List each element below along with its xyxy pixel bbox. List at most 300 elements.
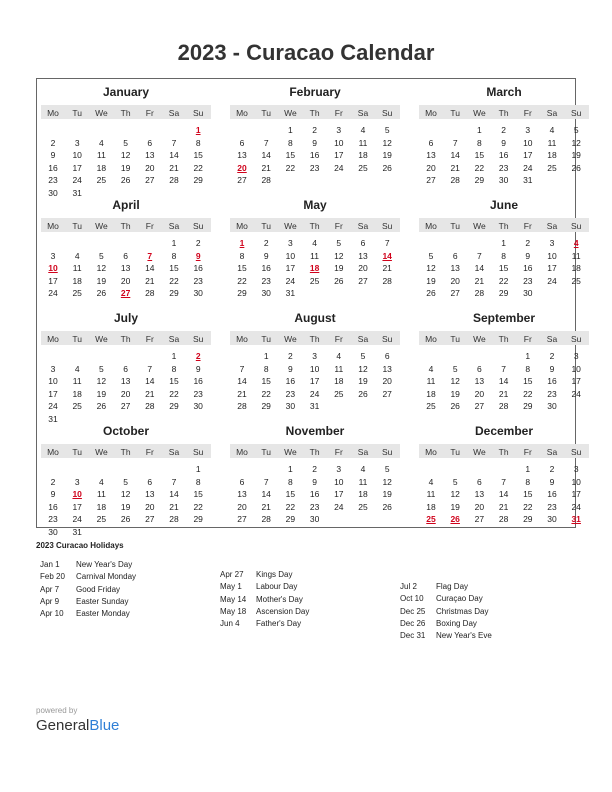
day-cell: 27	[145, 175, 155, 186]
holiday-name: Mother's Day	[256, 594, 303, 604]
day-cell: 28	[145, 288, 155, 299]
day-cell: 7	[239, 363, 245, 374]
day-cell: 10	[334, 137, 344, 148]
day-cell: 21	[261, 162, 271, 173]
weekday-label: Tu	[261, 221, 271, 231]
day-cell: 7	[263, 476, 269, 487]
weekday-label: Mo	[425, 221, 437, 231]
weekday-label: We	[473, 108, 486, 118]
day-cell: 13	[474, 376, 485, 387]
day-cell: 19	[426, 275, 436, 286]
day-cell: 18	[96, 162, 107, 173]
weekday-label: Tu	[72, 108, 82, 118]
day-cell: 18	[96, 501, 107, 512]
weekday-label: Th	[309, 221, 320, 231]
day-cell: 27	[382, 388, 392, 399]
weekday-label: We	[95, 447, 108, 457]
holiday-day-cell: 1	[195, 125, 201, 135]
day-cell: 17	[72, 501, 82, 512]
day-cell: 31	[309, 401, 320, 412]
holiday-date: Oct 10	[400, 594, 424, 604]
day-cell: 22	[523, 388, 533, 399]
day-cell: 20	[120, 275, 131, 286]
weekday-label: Sa	[357, 108, 369, 118]
weekday-label: Tu	[72, 447, 82, 457]
day-cell: 12	[334, 250, 344, 261]
weekday-label: Fr	[523, 108, 532, 118]
day-cell: 7	[501, 363, 506, 374]
holiday-name: Flag Day	[436, 582, 469, 591]
day-cell: 16	[498, 150, 509, 161]
day-cell: 26	[426, 288, 436, 299]
day-cell: 28	[169, 514, 179, 525]
day-cell: 13	[145, 150, 155, 161]
holiday-name: Labour Day	[256, 582, 298, 592]
day-cell: 23	[285, 388, 296, 399]
day-cell: 3	[50, 250, 56, 261]
day-cell: 29	[261, 401, 271, 412]
holiday-date: Feb 20	[40, 572, 65, 582]
day-cell: 21	[145, 275, 155, 286]
day-cell: 15	[193, 489, 203, 500]
weekday-label: Mo	[47, 334, 59, 344]
day-cell: 11	[547, 137, 557, 148]
day-cell: 10	[48, 376, 58, 387]
day-cell: 4	[312, 238, 317, 248]
day-cell: 2	[549, 464, 555, 474]
weekday-header	[41, 218, 211, 232]
day-cell: 13	[237, 150, 247, 161]
weekday-label: Sa	[168, 447, 180, 457]
weekday-header	[230, 105, 400, 119]
month-name: December	[474, 424, 534, 438]
day-cell: 24	[547, 275, 557, 286]
weekday-label: We	[284, 108, 297, 118]
day-cell: 10	[571, 363, 581, 374]
day-cell: 15	[193, 150, 203, 161]
day-cell: 9	[312, 476, 317, 487]
weekday-label: Sa	[168, 221, 180, 231]
weekday-header	[230, 444, 400, 458]
weekday-label: Su	[570, 334, 582, 344]
day-cell: 24	[571, 501, 581, 512]
day-cell: 5	[428, 250, 434, 261]
day-cell: 15	[169, 376, 179, 387]
day-cell: 29	[523, 514, 533, 525]
generalblue-logo[interactable]	[36, 717, 119, 734]
day-cell: 4	[360, 464, 366, 474]
weekday-label: Tu	[261, 447, 271, 457]
day-cell: 8	[195, 137, 201, 148]
holiday-day-cell: 26	[450, 514, 460, 525]
day-cell: 10	[72, 150, 82, 161]
day-cell: 17	[334, 489, 344, 500]
day-cell: 5	[336, 238, 342, 248]
day-cell: 25	[96, 175, 107, 186]
day-cell: 30	[193, 288, 203, 299]
weekday-label: Mo	[236, 334, 248, 344]
weekday-header	[41, 331, 211, 345]
day-cell: 23	[48, 175, 58, 186]
day-cell: 27	[474, 401, 485, 412]
day-cell: 20	[120, 388, 131, 399]
day-cell: 6	[123, 363, 128, 374]
day-cell: 6	[239, 137, 245, 148]
day-cell: 3	[50, 363, 56, 374]
weekday-label: Tu	[450, 334, 460, 344]
day-cell: 5	[99, 250, 104, 261]
day-cell: 15	[523, 376, 533, 387]
day-cell: 4	[549, 125, 555, 135]
day-cell: 25	[547, 162, 557, 173]
day-cell: 16	[193, 263, 203, 274]
day-cell: 1	[501, 238, 506, 248]
day-cell: 29	[169, 288, 179, 299]
day-cell: 7	[452, 137, 458, 148]
day-cell: 2	[263, 238, 269, 248]
day-cell: 11	[426, 489, 436, 500]
day-cell: 20	[450, 275, 460, 286]
month-name: February	[289, 85, 341, 99]
weekday-label: Su	[570, 221, 582, 231]
holiday-date: Jul 2	[400, 582, 417, 591]
day-cell: 14	[261, 489, 271, 500]
day-cell: 17	[48, 388, 58, 399]
weekday-label: Mo	[47, 221, 59, 231]
day-cell: 16	[523, 263, 533, 274]
day-cell: 28	[382, 275, 392, 286]
day-cell: 24	[285, 275, 296, 286]
day-cell: 24	[571, 388, 581, 399]
day-cell: 25	[96, 514, 107, 525]
day-cell: 19	[382, 489, 392, 500]
day-cell: 27	[120, 401, 131, 412]
weekday-label: Su	[192, 221, 204, 231]
day-cell: 15	[523, 489, 533, 500]
day-cell: 31	[523, 175, 533, 186]
day-cell: 15	[169, 263, 179, 274]
day-cell: 21	[169, 501, 179, 512]
day-cell: 23	[309, 501, 320, 512]
day-cell: 1	[477, 125, 482, 135]
weekday-label: Th	[120, 221, 131, 231]
day-cell: 18	[426, 501, 436, 512]
day-cell: 30	[547, 401, 557, 412]
day-cell: 22	[193, 501, 203, 512]
day-cell: 26	[120, 175, 131, 186]
weekday-label: Fr	[145, 108, 154, 118]
day-cell: 19	[120, 162, 131, 173]
weekday-header	[230, 218, 400, 232]
day-cell: 20	[382, 376, 392, 387]
logo-general: General	[36, 717, 90, 734]
weekday-label: Mo	[425, 447, 437, 457]
day-cell: 14	[145, 263, 155, 274]
day-cell: 23	[498, 162, 509, 173]
day-cell: 20	[237, 501, 247, 512]
day-cell: 23	[193, 388, 203, 399]
weekday-label: Sa	[357, 221, 369, 231]
day-cell: 26	[96, 401, 107, 412]
holiday-name: Easter Sunday	[76, 596, 129, 606]
day-cell: 3	[525, 125, 531, 135]
day-cell: 22	[285, 501, 296, 512]
calendar-grid	[36, 78, 582, 537]
holiday-date: Apr 9	[40, 596, 60, 606]
holiday-date: Dec 31	[400, 631, 426, 641]
day-cell: 2	[288, 351, 293, 361]
day-cell: 26	[382, 162, 392, 173]
day-cell: 12	[96, 263, 107, 274]
weekday-label: Sa	[546, 221, 558, 231]
day-cell: 17	[285, 263, 296, 274]
day-cell: 21	[237, 388, 247, 399]
day-cell: 7	[477, 250, 482, 261]
day-cell: 21	[261, 501, 271, 512]
month-name: October	[102, 424, 149, 438]
weekday-label: Th	[120, 447, 131, 457]
day-cell: 7	[263, 137, 269, 148]
day-cell: 6	[428, 137, 434, 148]
logo-blue: Blue	[89, 717, 120, 734]
weekday-label: Fr	[334, 334, 343, 344]
day-cell: 30	[523, 288, 533, 299]
day-cell: 11	[358, 476, 368, 487]
day-cell: 24	[309, 388, 320, 399]
day-cell: 16	[309, 150, 320, 161]
weekday-label: Fr	[523, 447, 532, 457]
day-cell: 8	[477, 137, 482, 148]
day-cell: 31	[72, 188, 82, 198]
day-cell: 29	[285, 514, 296, 525]
holiday-name: Curaçao Day	[436, 594, 483, 604]
day-cell: 28	[237, 401, 247, 412]
month-name: March	[486, 85, 522, 99]
day-cell: 13	[120, 263, 131, 274]
day-cell: 10	[334, 476, 344, 487]
day-cell: 26	[358, 388, 368, 399]
weekday-label: Mo	[47, 108, 59, 118]
day-cell: 5	[573, 125, 579, 135]
weekday-label: Th	[498, 108, 509, 118]
day-cell: 12	[120, 489, 131, 500]
weekday-label: We	[95, 334, 108, 344]
weekday-label: Th	[309, 108, 320, 118]
day-cell: 21	[169, 162, 179, 173]
day-cell: 11	[72, 376, 82, 387]
weekday-label: Fr	[334, 221, 343, 231]
day-cell: 24	[334, 162, 344, 173]
day-cell: 3	[74, 476, 80, 487]
weekday-header	[230, 331, 400, 345]
day-cell: 18	[547, 150, 557, 161]
holiday-date: May 1	[220, 582, 242, 592]
weekday-label: Su	[381, 108, 393, 118]
weekday-label: Fr	[145, 447, 154, 457]
powered-by-text: powered by	[36, 706, 78, 715]
day-cell: 4	[99, 137, 104, 148]
day-cell: 8	[525, 476, 531, 487]
day-cell: 3	[74, 137, 80, 148]
day-cell: 29	[474, 175, 485, 186]
day-cell: 18	[358, 489, 368, 500]
day-cell: 20	[145, 501, 155, 512]
day-cell: 14	[145, 376, 155, 387]
day-cell: 12	[426, 263, 436, 274]
day-cell: 22	[474, 162, 485, 173]
day-cell: 21	[498, 388, 509, 399]
day-cell: 24	[48, 401, 58, 412]
day-cell: 3	[312, 351, 317, 361]
day-cell: 27	[450, 288, 460, 299]
weekday-label: Th	[498, 334, 509, 344]
day-cell: 2	[549, 351, 555, 361]
weekday-label: Sa	[168, 108, 180, 118]
holiday-date: Dec 26	[400, 618, 426, 628]
day-cell: 8	[195, 476, 201, 487]
weekday-label: Tu	[261, 108, 271, 118]
day-cell: 8	[171, 250, 177, 261]
weekday-label: Tu	[261, 334, 271, 344]
day-cell: 9	[195, 363, 201, 374]
day-cell: 15	[261, 376, 271, 387]
day-cell: 6	[452, 250, 458, 261]
day-cell: 22	[169, 275, 179, 286]
day-cell: 27	[426, 175, 436, 186]
weekday-label: Sa	[546, 447, 558, 457]
day-cell: 19	[382, 150, 392, 161]
day-cell: 28	[261, 514, 271, 525]
day-cell: 18	[334, 376, 344, 387]
day-cell: 25	[571, 275, 581, 286]
day-cell: 11	[426, 376, 436, 387]
day-cell: 2	[195, 238, 201, 248]
day-cell: 24	[72, 514, 82, 525]
day-cell: 26	[96, 288, 107, 299]
day-cell: 9	[549, 476, 555, 487]
day-cell: 4	[360, 125, 366, 135]
day-cell: 19	[450, 388, 460, 399]
day-cell: 16	[193, 376, 203, 387]
holiday-day-cell: 9	[195, 250, 201, 261]
weekday-label: Su	[381, 447, 393, 457]
day-cell: 1	[525, 351, 531, 361]
weekday-label: Tu	[450, 447, 460, 457]
day-cell: 11	[96, 150, 106, 161]
weekday-label: Tu	[72, 221, 82, 231]
weekday-label: Fr	[145, 334, 154, 344]
day-cell: 13	[426, 150, 436, 161]
holiday-date: Apr 27	[220, 570, 244, 579]
day-cell: 17	[72, 162, 82, 173]
day-cell: 8	[288, 137, 293, 148]
day-cell: 3	[549, 238, 555, 248]
day-cell: 28	[498, 401, 509, 412]
day-cell: 27	[474, 514, 485, 525]
day-cell: 21	[382, 263, 392, 274]
page-title: 2023 - Curacao Calendar	[177, 40, 435, 65]
day-cell: 22	[237, 275, 247, 286]
day-cell: 2	[525, 238, 531, 248]
holiday-day-cell: 1	[239, 238, 245, 248]
weekday-label: Mo	[47, 447, 59, 457]
day-cell: 17	[48, 275, 58, 286]
weekday-label: Tu	[450, 108, 460, 118]
day-cell: 14	[498, 376, 509, 387]
day-cell: 21	[450, 162, 460, 173]
day-cell: 13	[450, 263, 460, 274]
holiday-day-cell: 10	[72, 489, 82, 500]
holiday-day-cell: 4	[573, 238, 579, 248]
day-cell: 30	[285, 401, 296, 412]
day-cell: 22	[498, 275, 509, 286]
day-cell: 2	[501, 125, 506, 135]
day-cell: 1	[171, 351, 177, 361]
day-cell: 6	[147, 137, 153, 148]
day-cell: 23	[523, 275, 533, 286]
day-cell: 17	[334, 150, 344, 161]
day-cell: 3	[573, 351, 579, 361]
day-cell: 30	[498, 175, 509, 186]
holiday-day-cell: 25	[426, 514, 436, 525]
holiday-name: Boxing Day	[436, 618, 477, 628]
weekday-label: Su	[381, 221, 393, 231]
weekday-label: Sa	[168, 334, 180, 344]
month-name: May	[303, 198, 327, 212]
day-cell: 29	[498, 288, 509, 299]
month-name: April	[112, 198, 140, 212]
weekday-label: Th	[120, 334, 131, 344]
day-cell: 23	[309, 162, 320, 173]
weekday-label: We	[284, 334, 297, 344]
day-cell: 6	[477, 476, 482, 487]
weekday-label: Su	[381, 334, 393, 344]
day-cell: 15	[285, 489, 296, 500]
day-cell: 12	[571, 137, 581, 148]
day-cell: 26	[450, 401, 460, 412]
day-cell: 5	[123, 137, 128, 148]
day-cell: 6	[123, 250, 128, 261]
weekday-header	[41, 444, 211, 458]
holiday-day-cell: 10	[48, 263, 58, 274]
day-cell: 24	[334, 501, 344, 512]
day-cell: 8	[239, 250, 245, 261]
day-cell: 10	[547, 250, 557, 261]
day-cell: 3	[336, 464, 342, 474]
day-cell: 24	[48, 288, 58, 299]
day-cell: 4	[99, 476, 104, 487]
day-cell: 28	[261, 175, 271, 186]
day-cell: 20	[474, 501, 485, 512]
day-cell: 30	[48, 188, 58, 198]
holiday-name: Easter Monday	[76, 609, 130, 619]
weekday-label: We	[284, 221, 297, 231]
day-cell: 30	[48, 527, 58, 537]
day-cell: 29	[193, 175, 203, 186]
weekday-label: Tu	[450, 221, 460, 231]
weekday-label: Fr	[523, 221, 532, 231]
weekday-label: Th	[120, 108, 131, 118]
weekday-label: Mo	[425, 108, 437, 118]
weekday-label: Th	[498, 447, 509, 457]
day-cell: 9	[549, 363, 555, 374]
day-cell: 8	[501, 250, 506, 261]
day-cell: 26	[571, 162, 581, 173]
day-cell: 31	[285, 288, 296, 299]
day-cell: 22	[169, 388, 179, 399]
day-cell: 13	[474, 489, 485, 500]
month-name: November	[285, 424, 345, 438]
